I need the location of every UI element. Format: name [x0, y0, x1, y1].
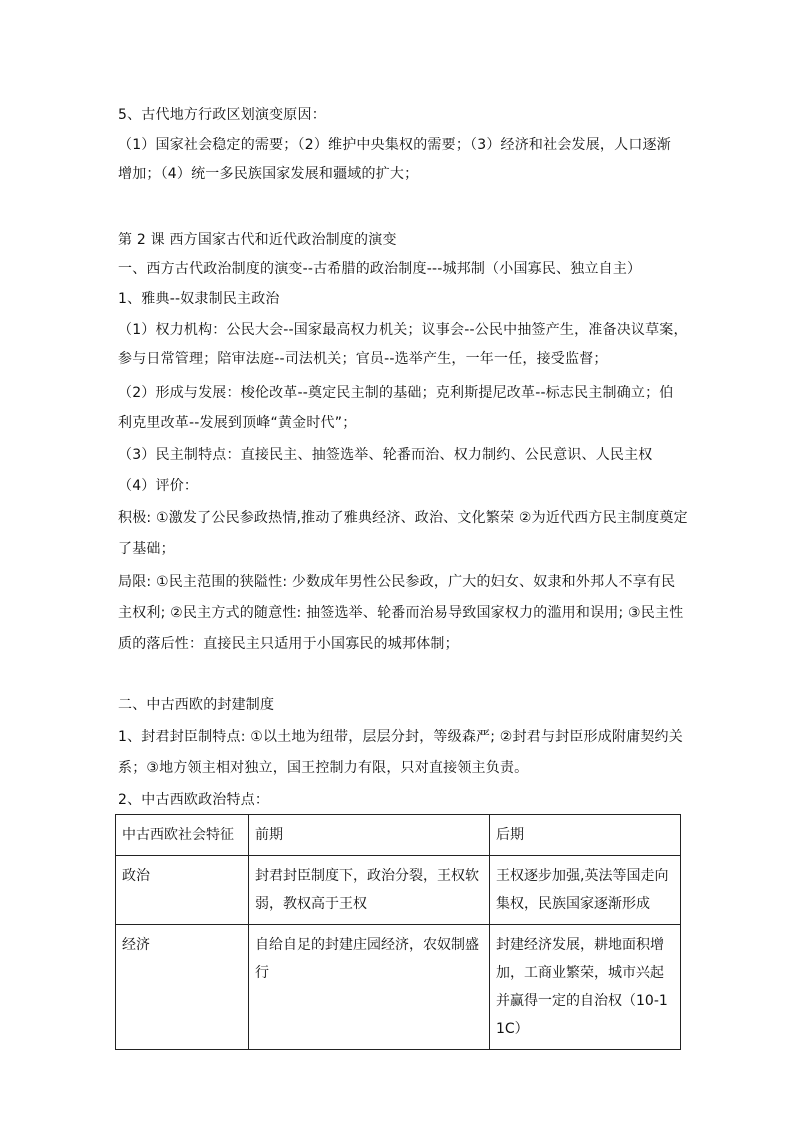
- text-line: 主权利; ②民主方式的随意性: 抽签选举、轮番而治易导致国家权力的滥用和误用; ③民主性: [118, 605, 684, 621]
- text-line: （2）形成与发展：梭伦改革--奠定民主制的基础；克利斯提尼改革--标志民主制确立；伯: [118, 385, 674, 401]
- table-row: [116, 925, 681, 1050]
- section-heading-1: 一、西方古代政治制度的演变--古希腊的政治制度---城邦制（小国寡民、独立自主）: [118, 261, 642, 277]
- section-heading-5: 5、古代地方行政区划演变原因：: [118, 107, 326, 123]
- text-line: 1、封君封臣制特点: ①以土地为纽带，层层分封，等级森严; ②封君与封臣形成附庸契约关: [118, 729, 683, 745]
- text-line: （3）民主制特点：直接民主、抽签选举、轮番而治、权力制约、公民意识、人民主权: [118, 447, 653, 463]
- table-header-cell: 中古西欧社会特征: [116, 815, 249, 856]
- table-cell: 封君封臣制度下，政治分裂，王权软弱，教权高于王权: [249, 856, 490, 925]
- text-line: 积极: ①激发了公民参政热情,推动了雅典经济、政治、文化繁荣 ②为近代西方民主制度奠定: [118, 510, 688, 526]
- text-line: 局限: ①民主范围的狭隘性: 少数成年男性公民参政，广大的妇女、奴隶和外邦人不享有民: [118, 574, 676, 590]
- text-line: 利克里改革--发展到顶峰“黄金时代”；: [118, 415, 357, 431]
- text-line: 系；③地方领主相对独立，国王控制力有限，只对直接领主负责。: [118, 760, 529, 776]
- table-cell: 经济: [116, 925, 249, 1050]
- table-cell: 自给自足的封建庄园经济，农奴制盛行: [249, 925, 490, 1050]
- table-header-cell: 后期: [490, 815, 681, 856]
- table-cell: 政治: [116, 856, 249, 925]
- lesson-title: 第 2 课 西方国家古代和近代政治制度的演变: [118, 232, 397, 248]
- section-heading-2: 二、中古西欧的封建制度: [118, 697, 275, 713]
- table-header-cell: 前期: [249, 815, 490, 856]
- text-line: （1）权力机构：公民大会--国家最高权力机关；议事会--公民中抽签产生，准备决议草案，: [118, 322, 688, 338]
- text-line: （1）国家社会稳定的需要；（2）维护中央集权的需要；（3）经济和社会发展，人口逐渐: [118, 137, 671, 153]
- text-line: 参与日常管理；陪审法庭--司法机关；官员--选举产生，一年一任，接受监督；: [118, 351, 608, 367]
- table-header-row: [116, 815, 681, 856]
- table-cell: 王权逐步加强,英法等国走向集权，民族国家逐渐形成: [490, 856, 681, 925]
- text-line: 了基础；: [118, 541, 175, 557]
- subsection-heading: 1、雅典--奴隶制民主政治: [118, 291, 280, 307]
- text-line: （4）评价：: [118, 478, 199, 494]
- text-line: 增加；（4）统一多民族国家发展和疆域的扩大；: [118, 166, 419, 182]
- text-line: 2、中古西欧政治特点：: [118, 792, 270, 808]
- table-cell: 封建经济发展，耕地面积增加，工商业繁荣，城市兴起并赢得一定的自治权（10-11C）: [490, 925, 681, 1050]
- table-row: [116, 856, 681, 925]
- text-line: 质的落后性：直接民主只适用于小国寡民的城邦体制；: [118, 636, 459, 652]
- comparison-table: [115, 814, 681, 1050]
